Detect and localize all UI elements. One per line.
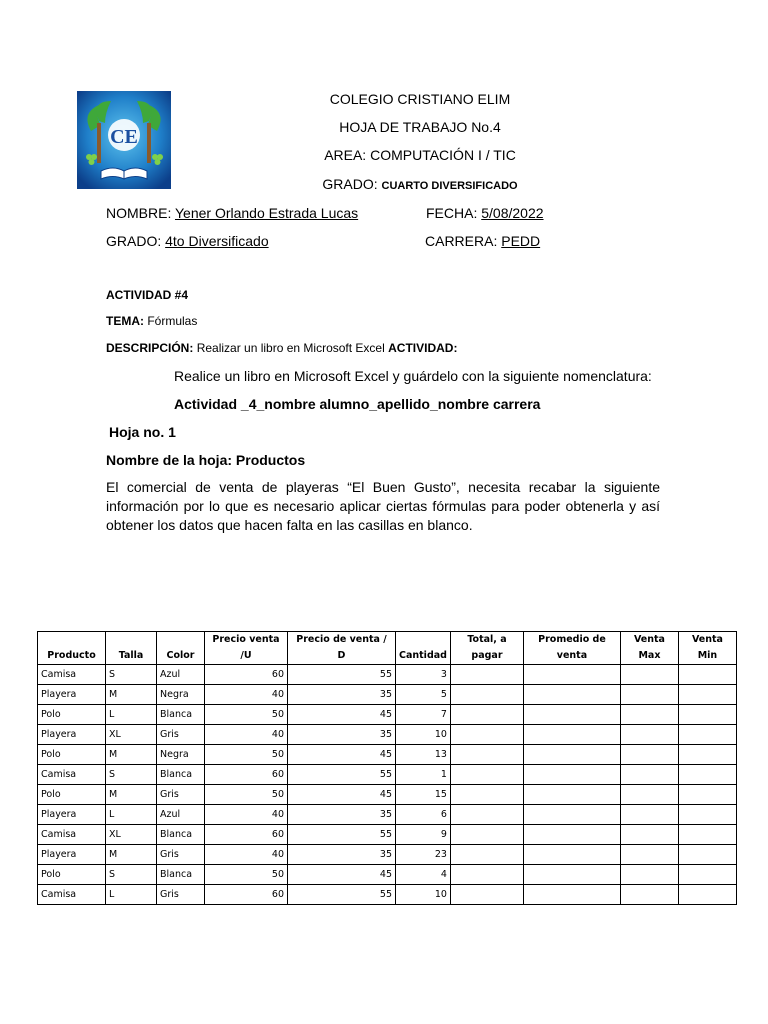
empty-cell xyxy=(678,885,736,905)
table-cell: 45 xyxy=(288,785,396,805)
table-row xyxy=(38,785,737,805)
empty-cell xyxy=(523,705,620,725)
table-cell: 7 xyxy=(396,705,451,725)
description-bold: ACTIVIDAD: xyxy=(388,341,458,355)
table-cell: 40 xyxy=(205,685,288,705)
empty-cell xyxy=(620,865,678,885)
activity-paragraph: El comercial de venta de playeras “El Buen Gusto”, necesita recabar la siguiente información por lo que es necesario aplicar ciertas fórmulas para poder obtenerla y así obtener los datos que hacen falta en las casillas en blanco. xyxy=(106,479,660,533)
header-venta-min: Venta Min xyxy=(678,632,736,665)
table-cell: 60 xyxy=(205,885,288,905)
description xyxy=(106,341,457,355)
table-cell: Negra xyxy=(157,685,205,705)
empty-cell xyxy=(450,785,523,805)
table-cell: Playera xyxy=(38,685,106,705)
table-cell: 55 xyxy=(288,665,396,685)
table-cell: Blanca xyxy=(157,865,205,885)
table-cell: 35 xyxy=(288,725,396,745)
career xyxy=(425,233,540,249)
table-cell: Playera xyxy=(38,845,106,865)
table-cell: 1 xyxy=(396,765,451,785)
products-table xyxy=(37,631,737,905)
area-line: AREA: COMPUTACIÓN I / TIC xyxy=(324,147,516,163)
table-cell: 50 xyxy=(205,705,288,725)
empty-cell xyxy=(678,705,736,725)
empty-cell xyxy=(523,865,620,885)
empty-cell xyxy=(620,805,678,825)
table-row xyxy=(38,885,737,905)
table-row xyxy=(38,705,737,725)
table-cell: Azul xyxy=(157,805,205,825)
empty-cell xyxy=(620,785,678,805)
table-cell: Gris xyxy=(157,725,205,745)
table-cell: 5 xyxy=(396,685,451,705)
table-row xyxy=(38,805,737,825)
empty-cell xyxy=(678,685,736,705)
table-cell: 45 xyxy=(288,865,396,885)
table-cell: Blanca xyxy=(157,825,205,845)
table-cell: Polo xyxy=(38,865,106,885)
empty-cell xyxy=(620,725,678,745)
empty-cell xyxy=(523,825,620,845)
empty-cell xyxy=(450,725,523,745)
table-cell: Camisa xyxy=(38,765,106,785)
empty-cell xyxy=(450,885,523,905)
filename-format: Actividad _4_nombre alumno_apellido_nombre carrera xyxy=(174,396,541,412)
empty-cell xyxy=(620,665,678,685)
empty-cell xyxy=(450,765,523,785)
empty-cell xyxy=(678,745,736,765)
table-row xyxy=(38,745,737,765)
table-cell: 9 xyxy=(396,825,451,845)
header-color: Color xyxy=(157,632,205,665)
table-cell: 3 xyxy=(396,665,451,685)
header-producto: Producto xyxy=(38,632,106,665)
empty-cell xyxy=(450,705,523,725)
table-cell: Blanca xyxy=(157,765,205,785)
table-row xyxy=(38,825,737,845)
empty-cell xyxy=(523,665,620,685)
table-cell: 10 xyxy=(396,725,451,745)
table-row xyxy=(38,845,737,865)
empty-cell xyxy=(450,845,523,865)
empty-cell xyxy=(450,825,523,845)
empty-cell xyxy=(620,765,678,785)
table-cell: 40 xyxy=(205,805,288,825)
table-cell: XL xyxy=(106,725,157,745)
empty-cell xyxy=(620,705,678,725)
empty-cell xyxy=(523,805,620,825)
student-grade-label: GRADO: xyxy=(106,233,166,249)
instruction: Realice un libro en Microsoft Excel y guárdelo con la siguiente nomenclatura: xyxy=(174,368,652,384)
empty-cell xyxy=(523,845,620,865)
table-cell: 35 xyxy=(288,685,396,705)
empty-cell xyxy=(450,865,523,885)
empty-cell xyxy=(620,745,678,765)
table-cell: S xyxy=(106,765,157,785)
table-cell: 35 xyxy=(288,845,396,865)
empty-cell xyxy=(523,725,620,745)
table-cell: 15 xyxy=(396,785,451,805)
table-row xyxy=(38,865,737,885)
tema xyxy=(106,314,197,328)
empty-cell xyxy=(523,765,620,785)
worksheet-title: HOJA DE TRABAJO No.4 xyxy=(339,119,501,135)
date-value: 5/08/2022 xyxy=(481,205,544,221)
table-row xyxy=(38,725,737,745)
table-cell: 55 xyxy=(288,825,396,845)
table-cell: 4 xyxy=(396,865,451,885)
empty-cell xyxy=(523,745,620,765)
empty-cell xyxy=(620,885,678,905)
table-cell: M xyxy=(106,785,157,805)
empty-cell xyxy=(523,785,620,805)
table-cell: S xyxy=(106,865,157,885)
table-cell: Gris xyxy=(157,885,205,905)
empty-cell xyxy=(523,885,620,905)
table-cell: M xyxy=(106,845,157,865)
name-value: Yener Orlando Estrada Lucas xyxy=(174,205,359,221)
table-cell: 45 xyxy=(288,745,396,765)
table-cell: Gris xyxy=(157,785,205,805)
sheet-name: Nombre de la hoja: Productos xyxy=(106,452,306,468)
student-grade-value: 4to Diversificado xyxy=(165,233,269,249)
table-cell: Negra xyxy=(157,745,205,765)
table-cell: 35 xyxy=(288,805,396,825)
table-cell: 6 xyxy=(396,805,451,825)
empty-cell xyxy=(450,685,523,705)
sheet-number: Hoja no. 1 xyxy=(109,424,176,440)
tema-label: TEMA: xyxy=(106,314,148,328)
table-cell: 13 xyxy=(396,745,451,765)
table-cell: 50 xyxy=(205,865,288,885)
table-cell: Polo xyxy=(38,745,106,765)
table-cell: 60 xyxy=(205,825,288,845)
table-cell: Blanca xyxy=(157,705,205,725)
date xyxy=(426,205,544,221)
activity-title: ACTIVIDAD #4 xyxy=(106,288,189,302)
student-grade xyxy=(106,233,269,249)
table-cell: 50 xyxy=(205,785,288,805)
table-cell: Polo xyxy=(38,785,106,805)
school-name: COLEGIO CRISTIANO ELIM xyxy=(329,91,511,107)
empty-cell xyxy=(678,785,736,805)
table-body xyxy=(38,665,737,905)
table-cell: 60 xyxy=(205,665,288,685)
table-cell: Gris xyxy=(157,845,205,865)
empty-cell xyxy=(678,845,736,865)
table-cell: Playera xyxy=(38,725,106,745)
empty-cell xyxy=(620,685,678,705)
name-label: NOMBRE: xyxy=(106,205,175,221)
table-cell: Camisa xyxy=(38,665,106,685)
table-cell: M xyxy=(106,685,157,705)
date-label: FECHA: xyxy=(426,205,482,221)
career-label: CARRERA: xyxy=(425,233,502,249)
table-cell: Polo xyxy=(38,705,106,725)
table-cell: 60 xyxy=(205,765,288,785)
table-cell: Camisa xyxy=(38,825,106,845)
table-cell: 23 xyxy=(396,845,451,865)
table-cell: 50 xyxy=(205,745,288,765)
table-cell: M xyxy=(106,745,157,765)
table-cell: Playera xyxy=(38,805,106,825)
header-precio-d: Precio de venta / D xyxy=(288,632,396,665)
empty-cell xyxy=(678,865,736,885)
header-cantidad: Cantidad xyxy=(396,632,451,665)
header-precio-u: Precio venta /U xyxy=(205,632,288,665)
table-cell: Camisa xyxy=(38,885,106,905)
tema-value: Fórmulas xyxy=(147,314,198,328)
grade-header-value: CUARTO DIVERSIFICADO xyxy=(381,180,518,192)
header-venta-max: Venta Max xyxy=(620,632,678,665)
empty-cell xyxy=(678,725,736,745)
grade-header xyxy=(0,176,768,192)
table-row xyxy=(38,685,737,705)
grade-header-label: GRADO: xyxy=(322,176,382,192)
empty-cell xyxy=(678,825,736,845)
empty-cell xyxy=(620,825,678,845)
header-promedio: Promedio de venta xyxy=(523,632,620,665)
empty-cell xyxy=(450,745,523,765)
table-cell: XL xyxy=(106,825,157,845)
table-cell: 45 xyxy=(288,705,396,725)
table-cell: Azul xyxy=(157,665,205,685)
table-cell: 55 xyxy=(288,885,396,905)
table-cell: 40 xyxy=(205,725,288,745)
table-cell: 10 xyxy=(396,885,451,905)
header-talla: Talla xyxy=(106,632,157,665)
header-total: Total, a pagar xyxy=(450,632,523,665)
table-cell: L xyxy=(106,885,157,905)
description-value: Realizar un libro en Microsoft Excel xyxy=(196,341,389,355)
svg-text:CE: CE xyxy=(110,126,138,148)
empty-cell xyxy=(678,805,736,825)
table-cell: L xyxy=(106,805,157,825)
table-row xyxy=(38,665,737,685)
empty-cell xyxy=(450,665,523,685)
student-name xyxy=(106,205,358,221)
table-row xyxy=(38,765,737,785)
description-label: DESCRIPCIÓN: xyxy=(106,341,197,355)
empty-cell xyxy=(678,665,736,685)
career-value: PEDD xyxy=(501,233,541,249)
empty-cell xyxy=(620,845,678,865)
table-cell: 55 xyxy=(288,765,396,785)
table-cell: 40 xyxy=(205,845,288,865)
table-header-row xyxy=(38,632,737,665)
table-cell: S xyxy=(106,665,157,685)
empty-cell xyxy=(523,685,620,705)
table-cell: L xyxy=(106,705,157,725)
empty-cell xyxy=(450,805,523,825)
empty-cell xyxy=(678,765,736,785)
